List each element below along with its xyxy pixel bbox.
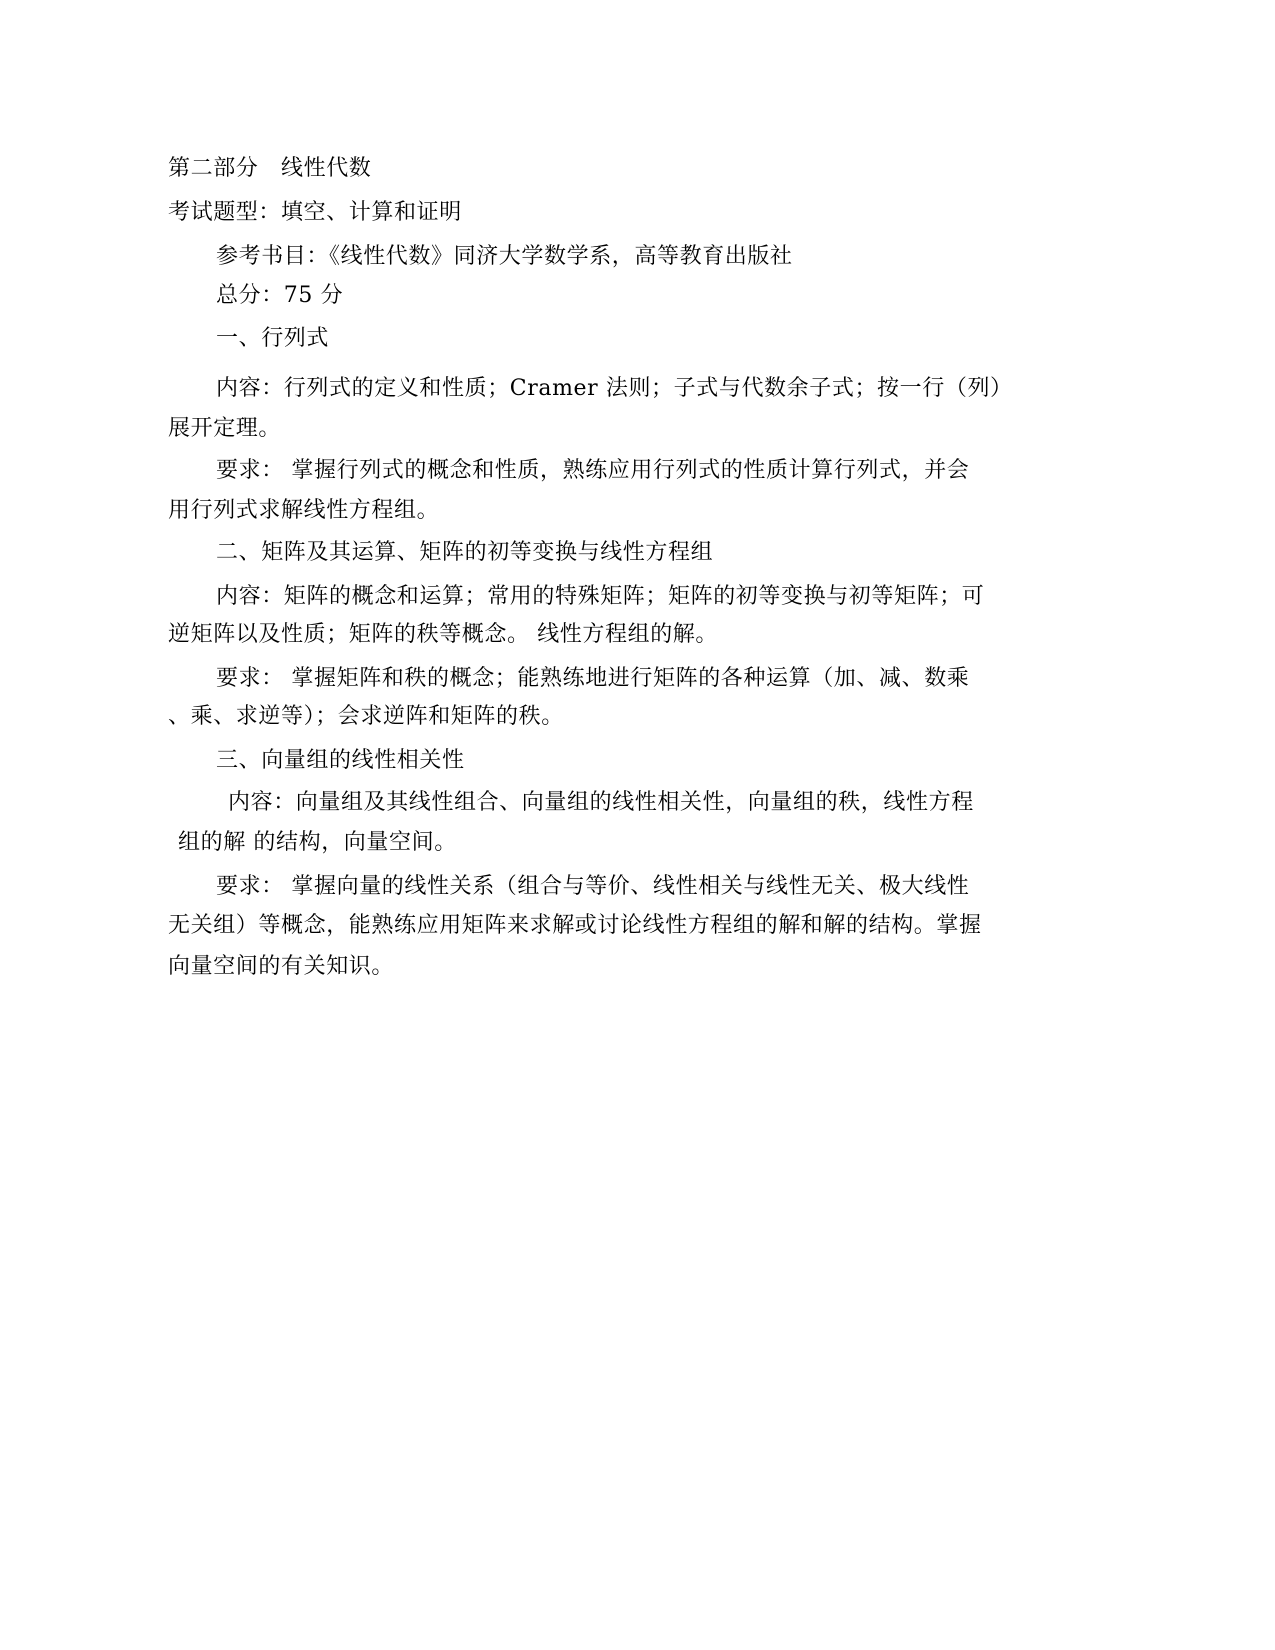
section-requirement: 要求： 掌握矩阵和秩的概念；能熟练地进行矩阵的各种运算（加、减、数乘 [216, 666, 970, 691]
section-heading: 一、行列式 [216, 326, 330, 351]
section-content: 内容：向量组及其线性组合、向量组的线性相关性，向量组的秩，线性方程 [228, 790, 974, 815]
section-content: 内容：矩阵的概念和运算；常用的特殊矩阵；矩阵的初等变换与初等矩阵；可 [216, 584, 985, 609]
section-requirement: 无关组）等概念，能熟练应用矩阵来求解或讨论线性方程组的解和解的结构。掌握 [168, 913, 982, 938]
section-requirement: 用行列式求解线性方程组。 [168, 498, 440, 523]
reference-books: 参考书目：《线性代数》同济大学数学系，高等教育出版社 [216, 244, 793, 269]
section-requirement: 要求： 掌握向量的线性关系（组合与等价、线性相关与线性无关、极大线性 [216, 874, 970, 899]
exam-type: 考试题型：填空、计算和证明 [168, 200, 462, 225]
section-content: 逆矩阵以及性质；矩阵的秩等概念。 线性方程组的解。 [168, 622, 718, 647]
section-content: 组的解 的结构，向量空间。 [178, 830, 457, 855]
total-score: 总分：75 分 [216, 283, 344, 308]
section-content: 展开定理。 [168, 416, 282, 441]
section-content: 内容：行列式的定义和性质；Cramer 法则；子式与代数余子式；按一行（列） [216, 376, 1013, 401]
section-heading: 三、向量组的线性相关性 [216, 748, 465, 773]
section-heading: 二、矩阵及其运算、矩阵的初等变换与线性方程组 [216, 540, 714, 565]
section-requirement: 要求： 掌握行列式的概念和性质，熟练应用行列式的性质计算行列式，并会 [216, 458, 970, 483]
section-requirement: 、乘、求逆等）；会求逆阵和矩阵的秩。 [168, 704, 564, 729]
part-title: 第二部分 线性代数 [168, 156, 372, 181]
section-requirement: 向量空间的有关知识。 [168, 954, 395, 979]
